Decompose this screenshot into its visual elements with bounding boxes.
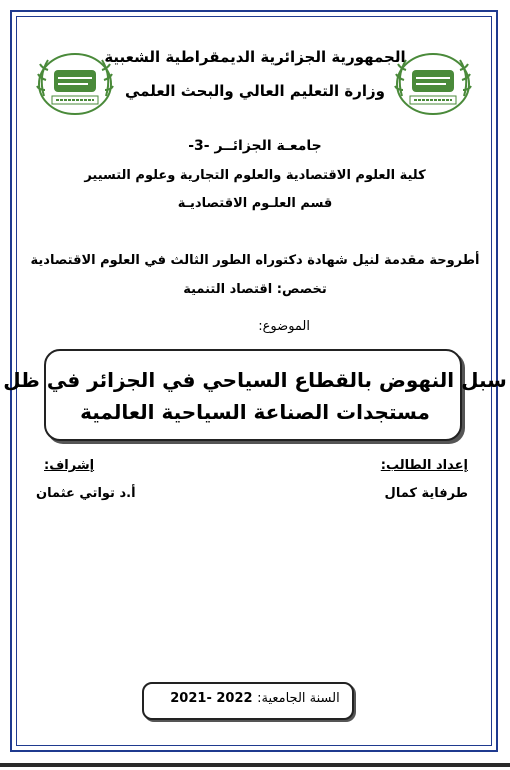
student-label: إعداد الطالب:: [380, 458, 468, 473]
topic-box: [44, 349, 462, 441]
university-name: جامعـة الجزائــر -3-: [188, 138, 322, 154]
student-name: طرفاية كمال: [384, 486, 468, 501]
topic-line-1: سبل النهوض بالقطاع السياحي في الجزائر في ظل: [3, 368, 507, 392]
academic-year: [0, 691, 510, 706]
topic-line-2: مستجدات الصناعة السياحية العالمية: [80, 400, 430, 424]
topic-label: الموضوع:: [258, 319, 310, 334]
faculty-name: كلية العلوم الاقتصادية والعلوم التجارية وعلوم التسيير: [84, 168, 426, 183]
specialty: تخصص: اقتصاد التنمية: [183, 282, 327, 297]
footer-line: [0, 763, 510, 767]
supervisor-name: أ.د تواتي عثمان: [36, 486, 136, 501]
department-name: قسم العلـوم الاقتصاديـة: [177, 196, 333, 211]
republic-title: الجمهورية الجزائرية الديمقراطية الشعبية: [104, 48, 406, 66]
thesis-description: أطروحة مقدمة لنيل شهادة دكتوراه الطور الثالث في العلوم الاقتصادية: [30, 253, 480, 268]
academic-year-label: السنة الجامعية:: [257, 691, 340, 706]
ministry-title: وزارة التعليم العالي والبحث العلمي: [124, 82, 386, 100]
academic-year-value: 2021- 2022: [170, 691, 253, 706]
supervisor-label: إشراف:: [44, 458, 95, 473]
